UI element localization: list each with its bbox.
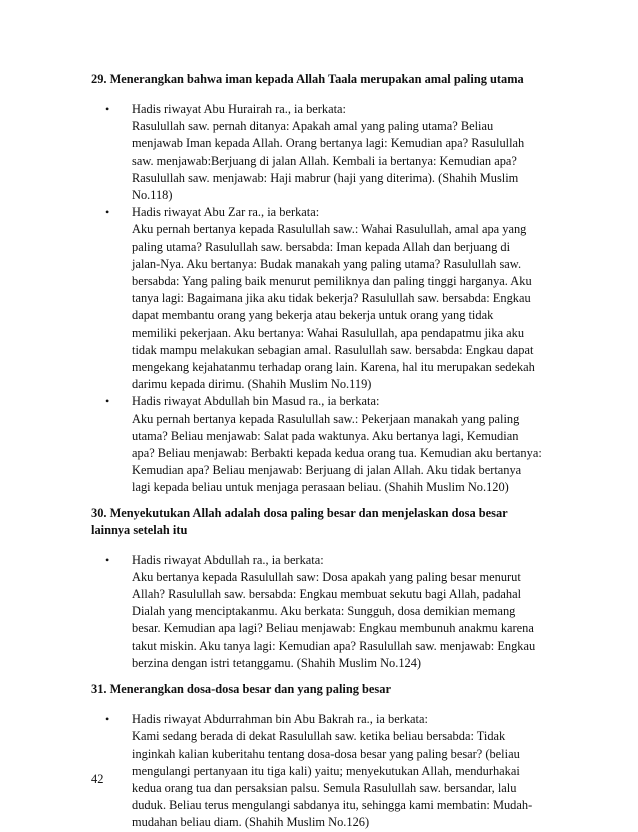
hadith-text-line: menjawab Iman kepada Allah. Orang bertanya lagi: Kemudian apa? Rasulullah — [132, 136, 525, 151]
bullet-icon: • — [105, 205, 110, 220]
hadith-text-line: Kemudian apa? Beliau menjawab: Berjuang di jalan Allah. Aku tidak bertanya — [132, 463, 522, 478]
hadith-item — [91, 711, 551, 831]
hadith-list — [91, 101, 551, 497]
hadith-item — [91, 552, 551, 672]
bullet-icon: • — [105, 102, 110, 116]
hadith-text-line: duduk. Beliau terus mengulangi sabdanya itu, sehingga kami membatin: Mudah- — [132, 798, 533, 813]
hadith-text-line: jalan-Nya. Aku bertanya: Budak manakah yang paling utama? Rasulullah saw. — [132, 256, 522, 271]
section-heading — [91, 505, 551, 539]
hadith-text-line: mengulangi pertanyaan itu tiga kali) yaitu; menyekutukan Allah, mendurhakai — [132, 763, 520, 778]
section-heading — [91, 71, 551, 88]
hadith-intro: Hadis riwayat Abdullah bin Masud ra., ia berkata: — [132, 394, 380, 409]
hadith-text-line: memiliki pekerjaan. Aku bertanya: Wahai Rasulullah, apa pendapatmu jika aku — [132, 325, 525, 340]
hadith-text-line: mudahan beliau diam. (Shahih Muslim No.126) — [132, 815, 370, 830]
hadith-text-line: Aku pernah bertanya kepada Rasulullah saw.: Wahai Rasulullah, amal apa yang — [132, 222, 527, 237]
hadith-text-line: Aku pernah bertanya kepada Rasulullah saw.: Pekerjaan manakah yang paling — [132, 411, 520, 426]
hadith-text-line: Kami sedang berada di dekat Rasulullah saw. ketika beliau bersabda: Tidak — [132, 729, 506, 744]
section-heading-line: 29. Menerangkan bahwa iman kepada Allah Taala merupakan amal paling utama — [91, 72, 524, 86]
hadith-text-line: besar. Kemudian apa lagi? Beliau menjawab: Engkau membunuh anakmu karena — [132, 621, 534, 636]
hadith-intro: Hadis riwayat Abu Hurairah ra., ia berkata: — [132, 102, 346, 116]
hadith-text-line: Aku bertanya kepada Rasulullah saw: Dosa apakah yang paling besar menurut — [132, 569, 521, 584]
hadith-text-line: Dialah yang menciptakanmu. Aku berkata: Sungguh, dosa demikian memang — [132, 604, 516, 619]
hadith-text-line: bersabda: Yang paling baik menurut pemiliknya dan paling tinggi harganya. Aku — [132, 274, 532, 289]
page-content — [91, 71, 551, 832]
hadith-text-line: Rasulullah saw. pernah ditanya: Apakah amal yang paling utama? Beliau — [132, 119, 494, 134]
hadith-intro: Hadis riwayat Abu Zar ra., ia berkata: — [132, 205, 320, 220]
hadith-item — [91, 204, 551, 393]
hadith-item — [91, 101, 551, 204]
hadith-text-line: dapat membantu orang yang bekerja atau bekerja untuk orang yang tidak — [132, 308, 494, 323]
hadith-list — [91, 711, 551, 831]
hadith-text-line: takut miskin. Aku tanya lagi: Kemudian apa? Rasulullah saw. menjawab: Engkau — [132, 638, 536, 653]
section-30 — [91, 505, 551, 672]
hadith-text-line: darimu kepada dirimu. (Shahih Muslim No.119) — [132, 377, 372, 392]
hadith-text-line: kedua orang tua dan persaksian palsu. Semula Rasulullah saw. bersandar, lalu — [132, 780, 517, 795]
page-number: 42 — [91, 772, 104, 786]
hadith-text-line: inginkah kalian kuberitahu tentang dosa-dosa besar yang paling besar? (beliau — [132, 746, 520, 761]
hadith-text-line: paling utama? Rasulullah saw. bersabda: Iman kepada Allah dan berjuang di — [132, 239, 511, 254]
section-heading — [91, 681, 551, 698]
hadith-item — [91, 393, 551, 496]
hadith-list — [91, 552, 551, 672]
bullet-icon: • — [105, 394, 110, 409]
section-29 — [91, 71, 551, 497]
hadith-text-line: apa? Beliau menjawab: Berbakti kepada kedua orang tua. Kemudian aku bertanya: — [132, 446, 542, 461]
hadith-text-line: tanya lagi: Bagaimana jika aku tidak bekerja? Rasulullah saw. bersabda: Engkau — [132, 291, 531, 306]
hadith-text-line: No.118) — [132, 188, 173, 203]
hadith-text-line: tidak mampu melakukan sebagian amal. Rasulullah saw. bersabda: Engkau dapat — [132, 342, 534, 357]
bullet-icon: • — [105, 552, 110, 567]
section-heading-line: 30. Menyekutukan Allah adalah dosa paling besar dan menjelaskan dosa besar — [91, 505, 508, 520]
hadith-text-line: Allah? Rasulullah saw. bersabda: Engkau membuat sekutu bagi Allah, padahal — [132, 587, 522, 602]
bullet-icon: • — [105, 712, 110, 727]
hadith-text-line: saw. menjawab:Berjuang di jalan Allah. Kembali ia bertanya: Kemudian apa? — [132, 153, 517, 168]
hadith-text-line: Rasulullah saw. menjawab: Haji mabrur (haji yang diterima). (Shahih Muslim — [132, 170, 519, 185]
hadith-text-line: mengekang kejahatanmu terhadap orang lain. Karena, hal itu merupakan sedekah — [132, 360, 535, 375]
section-heading-line: lainnya setelah itu — [91, 522, 188, 537]
hadith-text-line: lagi kepada beliau untuk menjaga perasaan beliau. (Shahih Muslim No.120) — [132, 480, 509, 495]
hadith-intro: Hadis riwayat Abdullah ra., ia berkata: — [132, 552, 324, 567]
hadith-text-line: berzina dengan istri tetanggamu. (Shahih Muslim No.124) — [132, 655, 422, 670]
hadith-text-line: utama? Beliau menjawab: Salat pada waktunya. Aku bertanya lagi, Kemudian — [132, 428, 519, 443]
hadith-intro: Hadis riwayat Abdurrahman bin Abu Bakrah ra., ia berkata: — [132, 712, 428, 727]
section-31 — [91, 681, 551, 831]
section-heading-line: 31. Menerangkan dosa-dosa besar dan yang paling besar — [91, 682, 391, 697]
